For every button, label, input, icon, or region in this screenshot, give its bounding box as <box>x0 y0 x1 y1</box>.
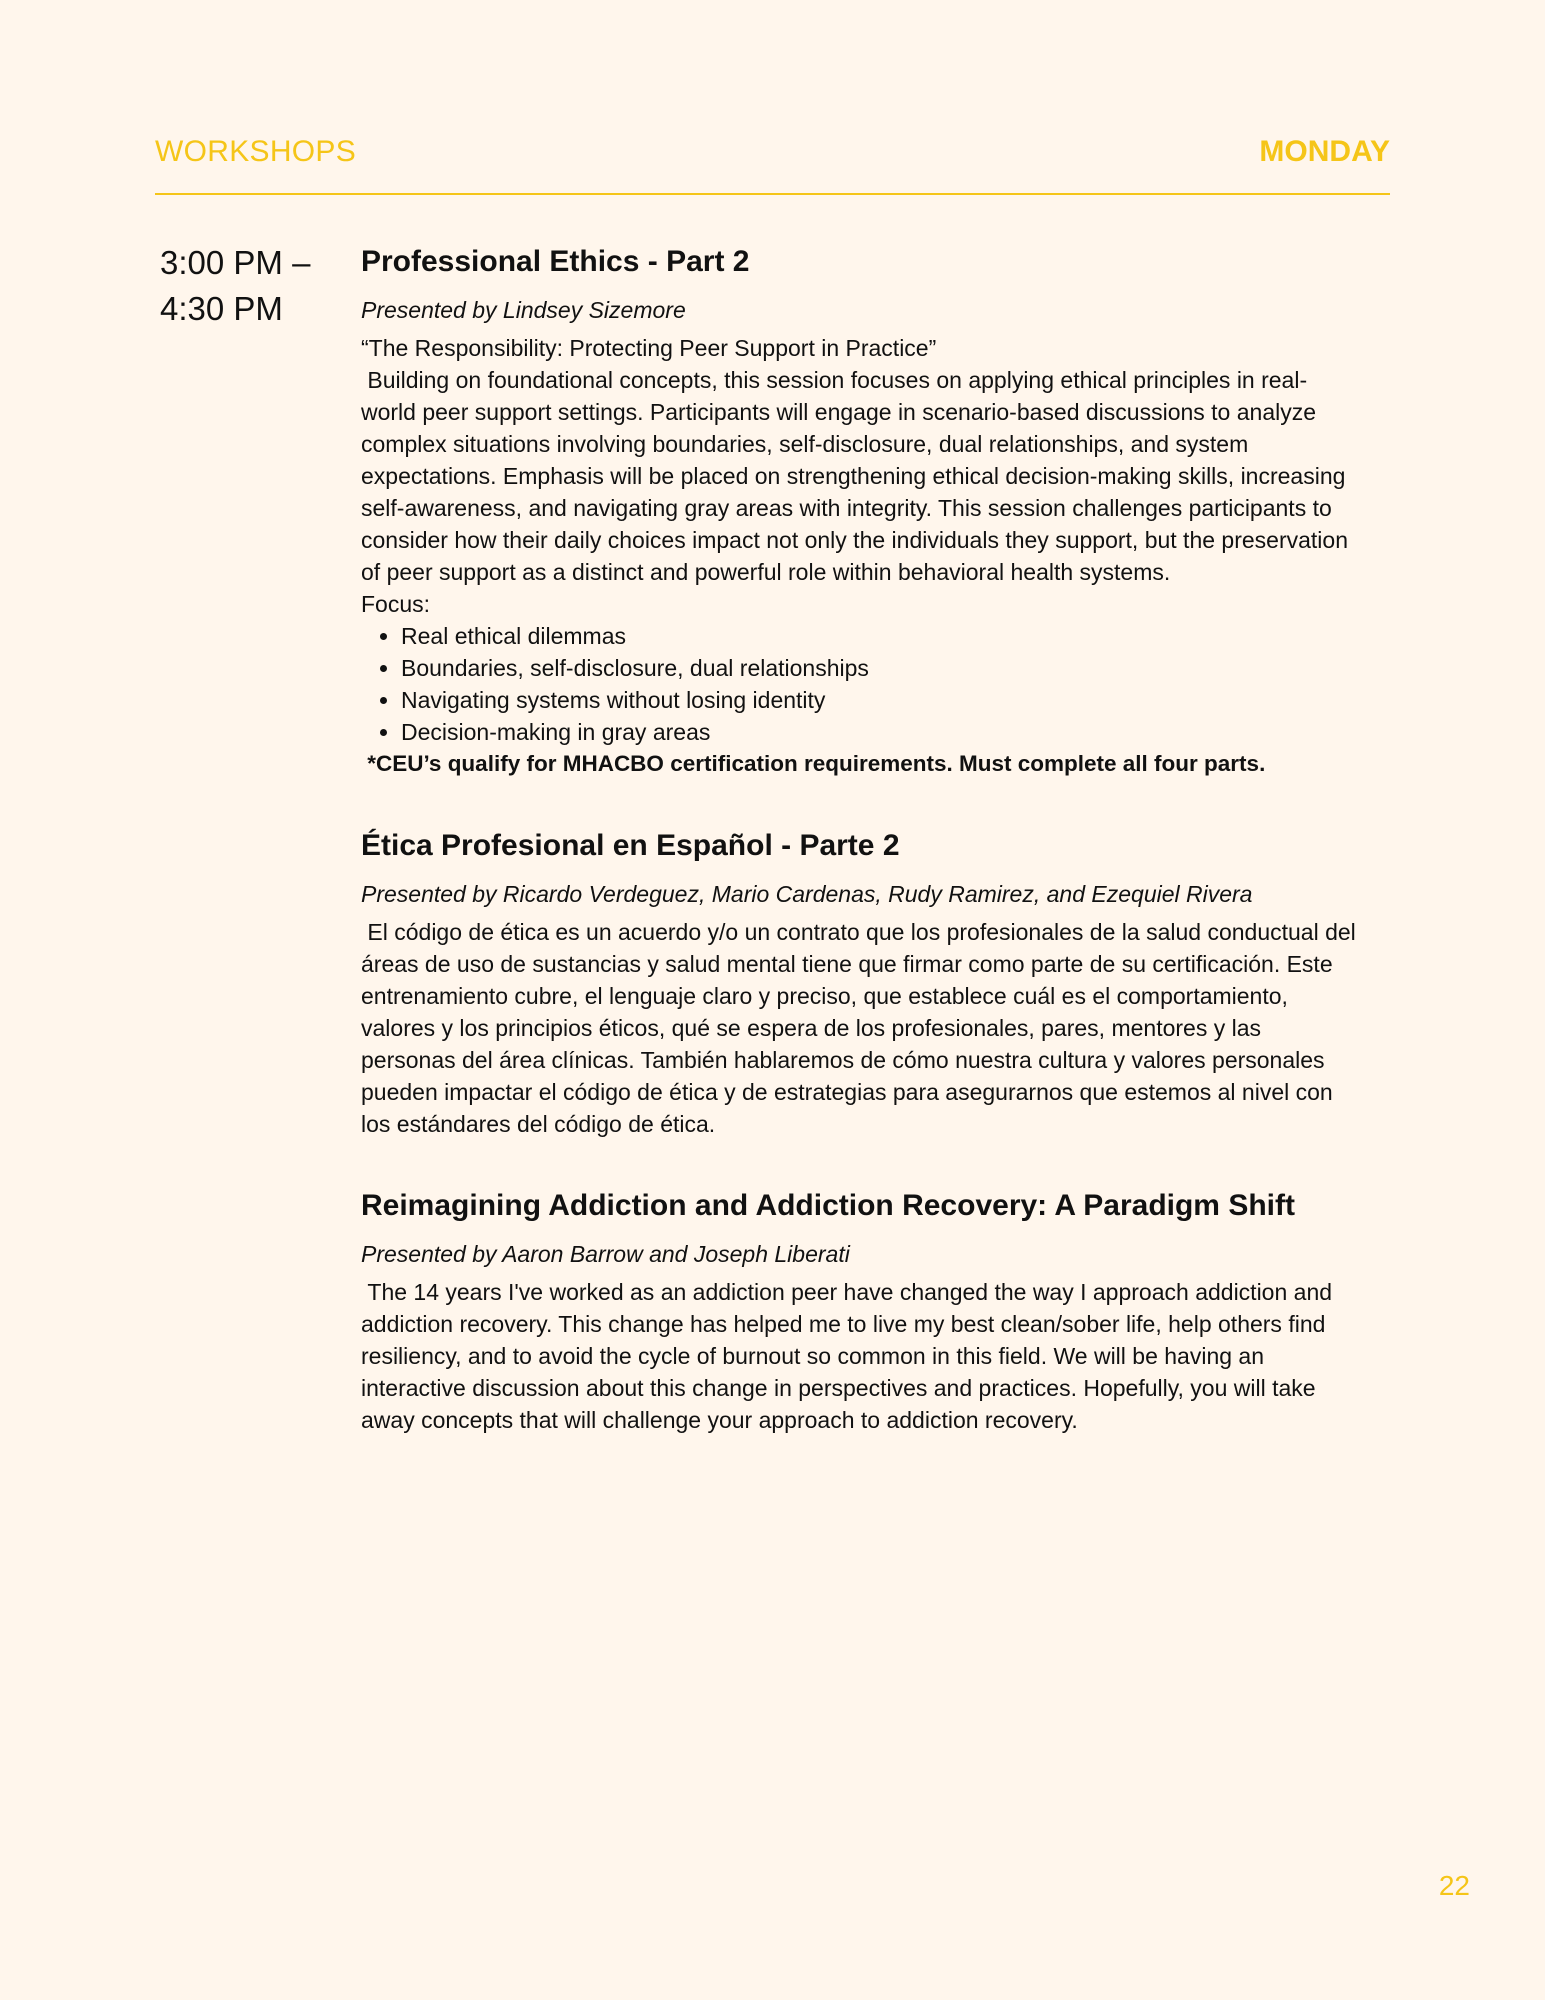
session-title: Ética Profesional en Español - Parte 2 <box>361 829 900 862</box>
focus-item: • Navigating systems without losing identity <box>401 684 1361 716</box>
page-number: 22 <box>1438 1870 1470 1901</box>
session-description: Building on foundational concepts, this session focuses on applying ethical principles in real-world peer support settings. Participants will engage in scenario-based discussions to analyze complex situations involving boundaries, self-disclosure, dual relationships, and system expectations. Emphasis will be placed on strengthening ethical decision-making skills, increasing self-awareness, and navigating gray areas with integrity. This session challenges participants to consider how their daily choices impact not only the individuals they support, but the preservation of peer support as a distinct and powerful role within behavioral health systems. <box>361 367 1355 585</box>
focus-item: • Decision-making in gray areas <box>401 716 1361 748</box>
session-subtitle: “The Responsibility: Protecting Peer Support in Practice” <box>361 335 937 361</box>
session-presenter: Presented by Aaron Barrow and Joseph Liberati <box>361 1241 850 1267</box>
session-professional-ethics <box>361 242 1361 780</box>
session-title: Reimagining Addiction and Addiction Recovery: A Paradigm Shift <box>361 1189 1295 1222</box>
session-time <box>160 240 340 332</box>
section-label: WORKSHOPS <box>155 135 357 168</box>
focus-label: Focus: <box>361 591 431 617</box>
focus-list <box>361 620 1361 748</box>
focus-item: • Real ethical dilemmas <box>401 620 1361 652</box>
sessions-column <box>361 242 1361 1436</box>
session-presenter: Presented by Lindsey Sizemore <box>361 297 686 323</box>
session-description: El código de ética es un acuerdo y/o un contrato que los profesionales de la salud conductual del áreas de uso de sustancias y salud mental tiene que firmar como parte de su certificación. Este entrenamiento cubre, el lenguaje claro y preciso, que establece cuál es el comportamiento, valores y los principios éticos, qué se espera de los profesionales, pares, mentores y las personas del área clínicas. También hablaremos de cómo nuestra cultura y valores personales pueden impactar el código de ética y de estrategias para asegurarnos que estemos al nivel con los estándares del código de ética. <box>361 919 1363 1137</box>
session-title: Professional Ethics - Part 2 <box>361 245 750 278</box>
time-end: 4:30 PM <box>160 290 283 327</box>
session-description: The 14 years I've worked as an addiction peer have changed the way I approach addiction and addiction recovery. This change has helped me to live my best clean/sober life, help others find resiliency, and to avoid the cycle of burnout so common in this field. We will be having an interactive discussion about this change in perspectives and practices. Hopefully, you will take away concepts that will challenge your approach to addiction recovery. <box>361 1279 1339 1433</box>
session-etica-profesional <box>361 826 1361 1140</box>
time-start: 3:00 PM – <box>160 244 311 281</box>
page-header <box>155 133 1390 195</box>
focus-item: • Boundaries, self-disclosure, dual relationships <box>401 652 1361 684</box>
session-reimagining-addiction <box>361 1186 1361 1436</box>
ceu-note: *CEU’s qualify for MHACBO certification requirements. Must complete all four parts. <box>361 751 1266 776</box>
day-label: MONDAY <box>1259 135 1390 168</box>
session-presenter: Presented by Ricardo Verdeguez, Mario Cardenas, Rudy Ramirez, and Ezequiel Rivera <box>361 881 1253 907</box>
